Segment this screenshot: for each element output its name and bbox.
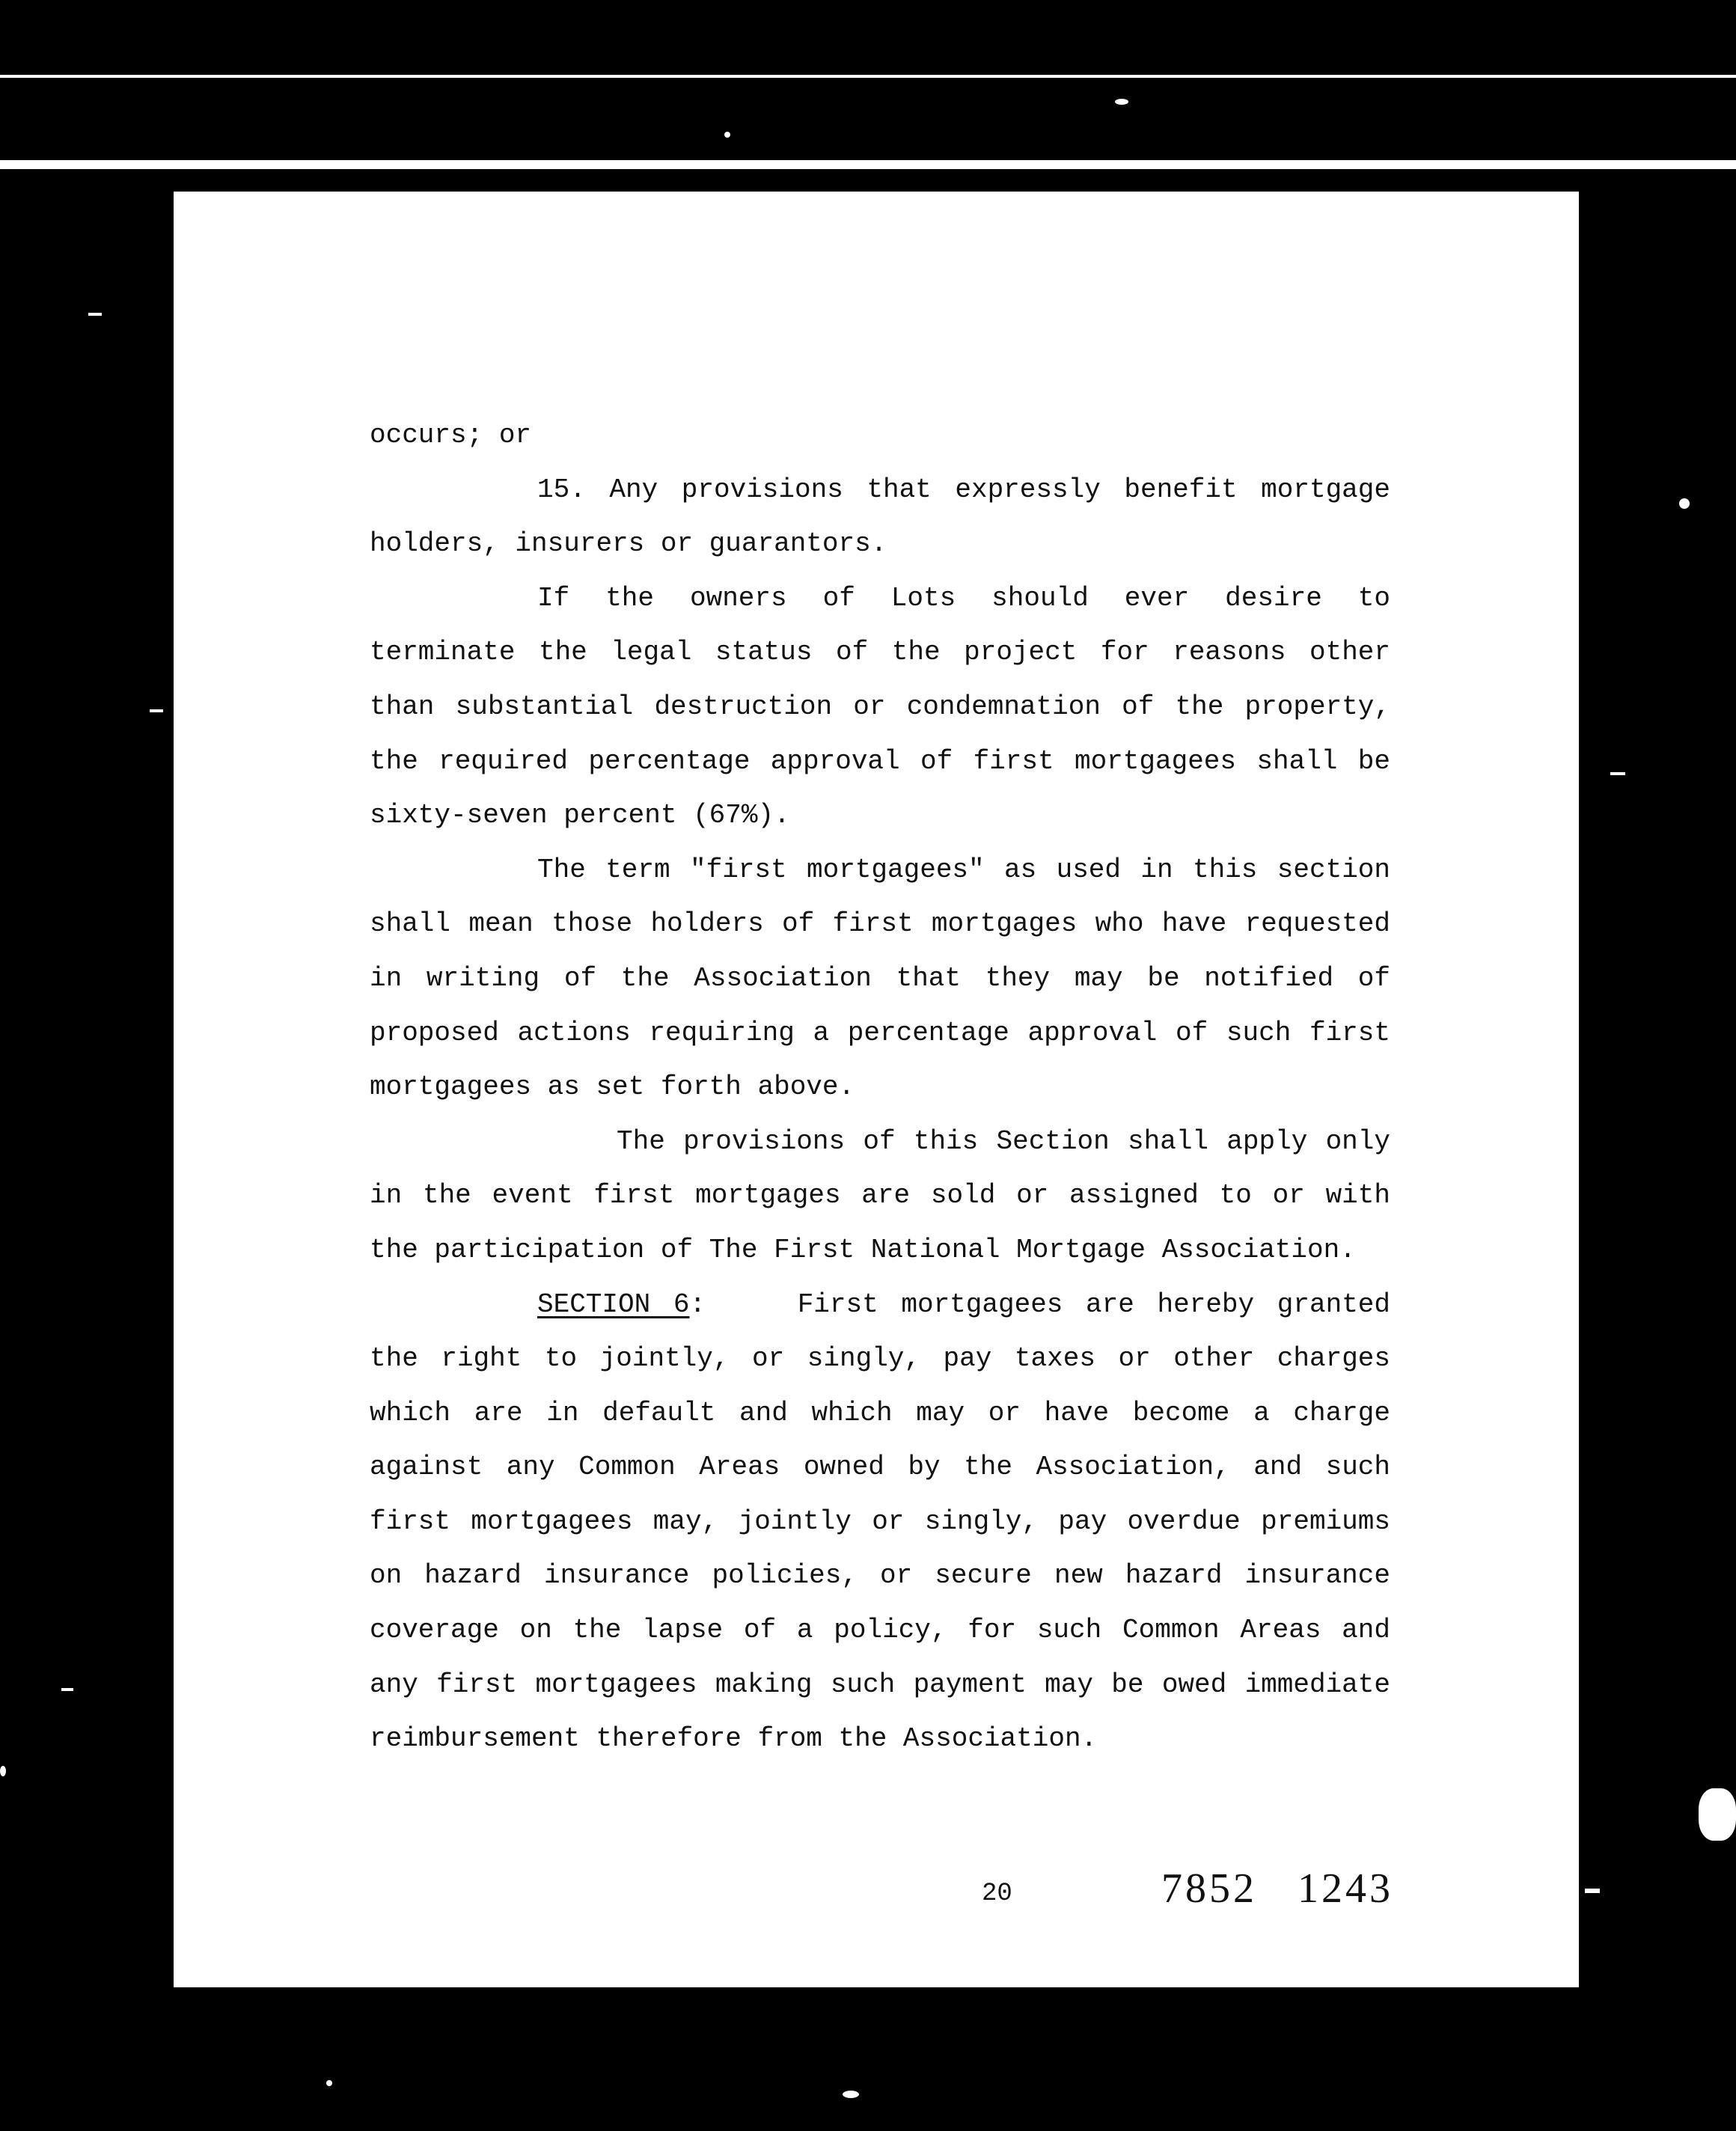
document-page (174, 192, 1579, 1987)
scan-artifact-line (88, 313, 102, 316)
scan-speck (1679, 498, 1690, 509)
scan-speck (843, 2091, 859, 2098)
scan-speck (1115, 99, 1128, 105)
scan-artifact-line (0, 160, 1736, 169)
paragraph-termination: If the owners of Lots should ever desire to terminate the legal status of the project for reasons other than substantial destruction or condemnation of the property, the required percentage approval of first mortgagees shall be sixty-seven percent (67%). (370, 582, 1390, 831)
paragraph-applicability: The provisions of this Section shall apply only in the event first mortgages are sold or assigned to or with the participation of The First National Mortgage Association. (370, 1125, 1390, 1265)
scan-artifact-line (1585, 1889, 1600, 1893)
scan-speck (1699, 1788, 1736, 1841)
paragraph-section-6 (370, 1278, 1390, 1767)
scan-artifact-line (61, 1688, 73, 1691)
section-body: First mortgagees are hereby granted the right to jointly, or singly, pay taxes or other charges which are in default and which may or have become a charge against any Common Areas owned by the Association, and such first mortgagees may, jointly or singly, pay overdue premiums on hazard insurance policies, or secure new hazard insurance coverage on the lapse of a policy, for such Common Areas and any first mortgagees making such payment may be owed immediate reimbursement therefore from the Association. (370, 1288, 1391, 1755)
scan-speck (326, 2080, 332, 2086)
paragraph-item-15: 15. Any provisions that expressly benefit mortgage holders, insurers or guarantors. (370, 474, 1390, 560)
section-heading-colon: : (689, 1288, 706, 1320)
section-heading: SECTION 6 (537, 1288, 690, 1320)
paragraph-definition: The term "first mortgagees" as used in this section shall mean those holders of first mortgages who have requested in writing of the Association that they may be notified of proposed actions requiring a percentage approval of such first mortgagees as set forth above. (370, 854, 1390, 1103)
book-page-stamp: 7852 1243 (1161, 1865, 1393, 1912)
scan-speck (724, 132, 730, 138)
paragraph-continuation: occurs; or (370, 420, 532, 450)
scan-speck (0, 1766, 6, 1776)
page-number: 20 (982, 1880, 1012, 1908)
scan-artifact-line (1610, 772, 1625, 775)
scan-artifact-line (150, 709, 163, 712)
document-body (370, 409, 1390, 1767)
scan-artifact-line (0, 75, 1736, 78)
